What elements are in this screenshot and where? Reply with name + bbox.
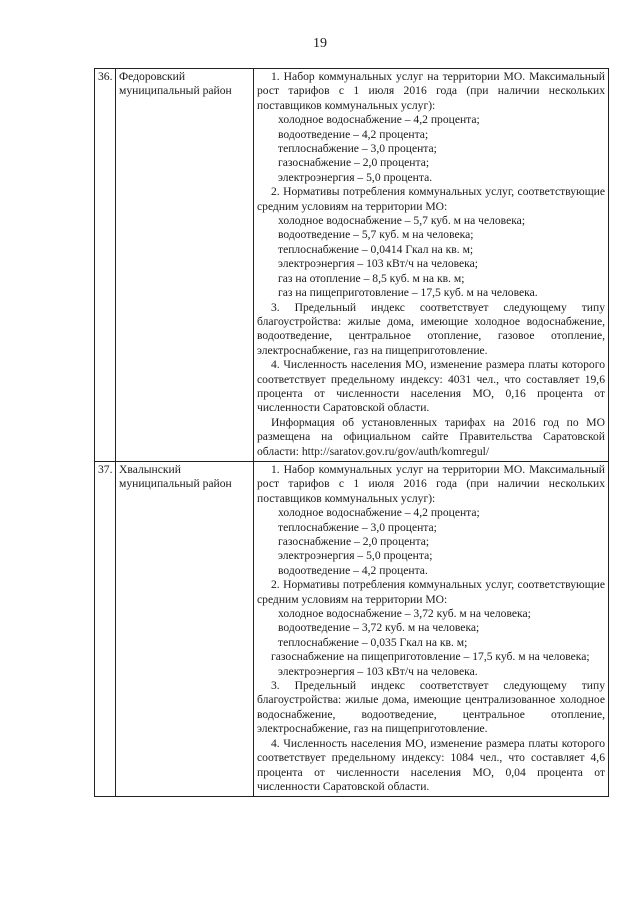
list-item: холодное водоснабжение – 3,72 куб. м на человека; (278, 607, 531, 621)
paragraph: 4. Численность населения МО, изменение размера платы которого соответствует предельному индексу: 4031 чел., что составляет 19,6 процента от численности населения МО, 0,16 процента от численности Саратовской области. (257, 358, 605, 415)
list-item: электроэнергия – 5,0 процента; (278, 549, 433, 563)
row-content (254, 69, 609, 462)
table-row (95, 69, 609, 462)
list-item: водоотведение – 3,72 куб. м на человека; (278, 621, 480, 635)
row-number: 37. (95, 461, 116, 796)
list-item: теплоснабжение – 3,0 процента; (278, 142, 437, 156)
district-name: Федоровский муниципальный район (116, 69, 254, 462)
list-item: холодное водоснабжение – 4,2 процента; (278, 506, 480, 520)
tariff-table-body (95, 69, 609, 797)
table-row (95, 461, 609, 796)
paragraph: газоснабжение на пищеприготовление – 17,5 куб. м на человека; (271, 650, 590, 664)
list-item: холодное водоснабжение – 5,7 куб. м на человека; (278, 214, 526, 228)
list-item: холодное водоснабжение – 4,2 процента; (278, 113, 480, 127)
list-item: водоотведение – 4,2 процента. (278, 563, 428, 577)
list-item: теплоснабжение – 3,0 процента; (278, 520, 437, 534)
list-item: газ на пищеприготовление – 17,5 куб. м на человека. (278, 286, 538, 300)
paragraph: 1. Набор коммунальных услуг на территории МО. Максимальный рост тарифов с 1 июля 2016 года (при наличии нескольких поставщиков коммунальных услуг): (257, 70, 605, 112)
paragraph: 4. Численность населения МО, изменение размера платы которого соответствует предельному индексу: 1084 чел., что составляет 4,6 процента от численности населения МО, 0,04 процента от численности Саратовской области. (257, 736, 605, 793)
list-item: газ на отопление – 8,5 куб. м на кв. м; (278, 271, 465, 285)
tariff-table (94, 68, 609, 797)
list-item: электроэнергия – 103 кВт/ч на человека. (278, 664, 478, 678)
list-item: водоотведение – 4,2 процента; (278, 127, 429, 141)
paragraph: 1. Набор коммунальных услуг на территории МО. Максимальный рост тарифов с 1 июля 2016 года (при наличии нескольких поставщиков коммунальных услуг): (257, 462, 605, 505)
list-item: электроэнергия – 103 кВт/ч на человека; (278, 257, 478, 271)
district-name: Хвалынский муниципальный район (116, 461, 254, 796)
list-item: теплоснабжение – 0,035 Гкал на кв. м; (278, 635, 468, 649)
paragraph: Информация об установленных тарифах на 2016 год по МО размещена на официальном сайте Правительства Саратовской области: http://saratov.gov.ru/gov/auth/komregul/ (257, 415, 605, 458)
row-content (254, 461, 609, 796)
row-number: 36. (95, 69, 116, 462)
page-number: 19 (313, 36, 327, 51)
paragraph: 2. Нормативы потребления коммунальных услуг, соответствующие средним условиям на территории МО: (257, 185, 605, 213)
list-item: газоснабжение – 2,0 процента; (278, 156, 430, 170)
list-item: водоотведение – 5,7 куб. м на человека; (278, 228, 474, 242)
paragraph: 3. Предельный индекс соответствует следующему типу благоустройства: жилые дома, имеющие централизованное холодное водоснабжение, водоотведение, центральное отопление, электроснабжение, газ на пищеприготовление. (257, 679, 605, 736)
list-item: электроэнергия – 5,0 процента. (278, 170, 433, 184)
list-item: газоснабжение – 2,0 процента; (278, 535, 430, 548)
paragraph: 2. Нормативы потребления коммунальных услуг, соответствующие средним условиям на территории МО: (257, 578, 605, 606)
paragraph: 3. Предельный индекс соответствует следующему типу благоустройства: жилые дома, имеющие холодное водоснабжение, водоотведение, центральное отопление, газовое отопление, электроснабжение, газ на пищеприготовление. (257, 300, 605, 357)
list-item: теплоснабжение – 0,0414 Гкал на кв. м; (278, 242, 474, 256)
